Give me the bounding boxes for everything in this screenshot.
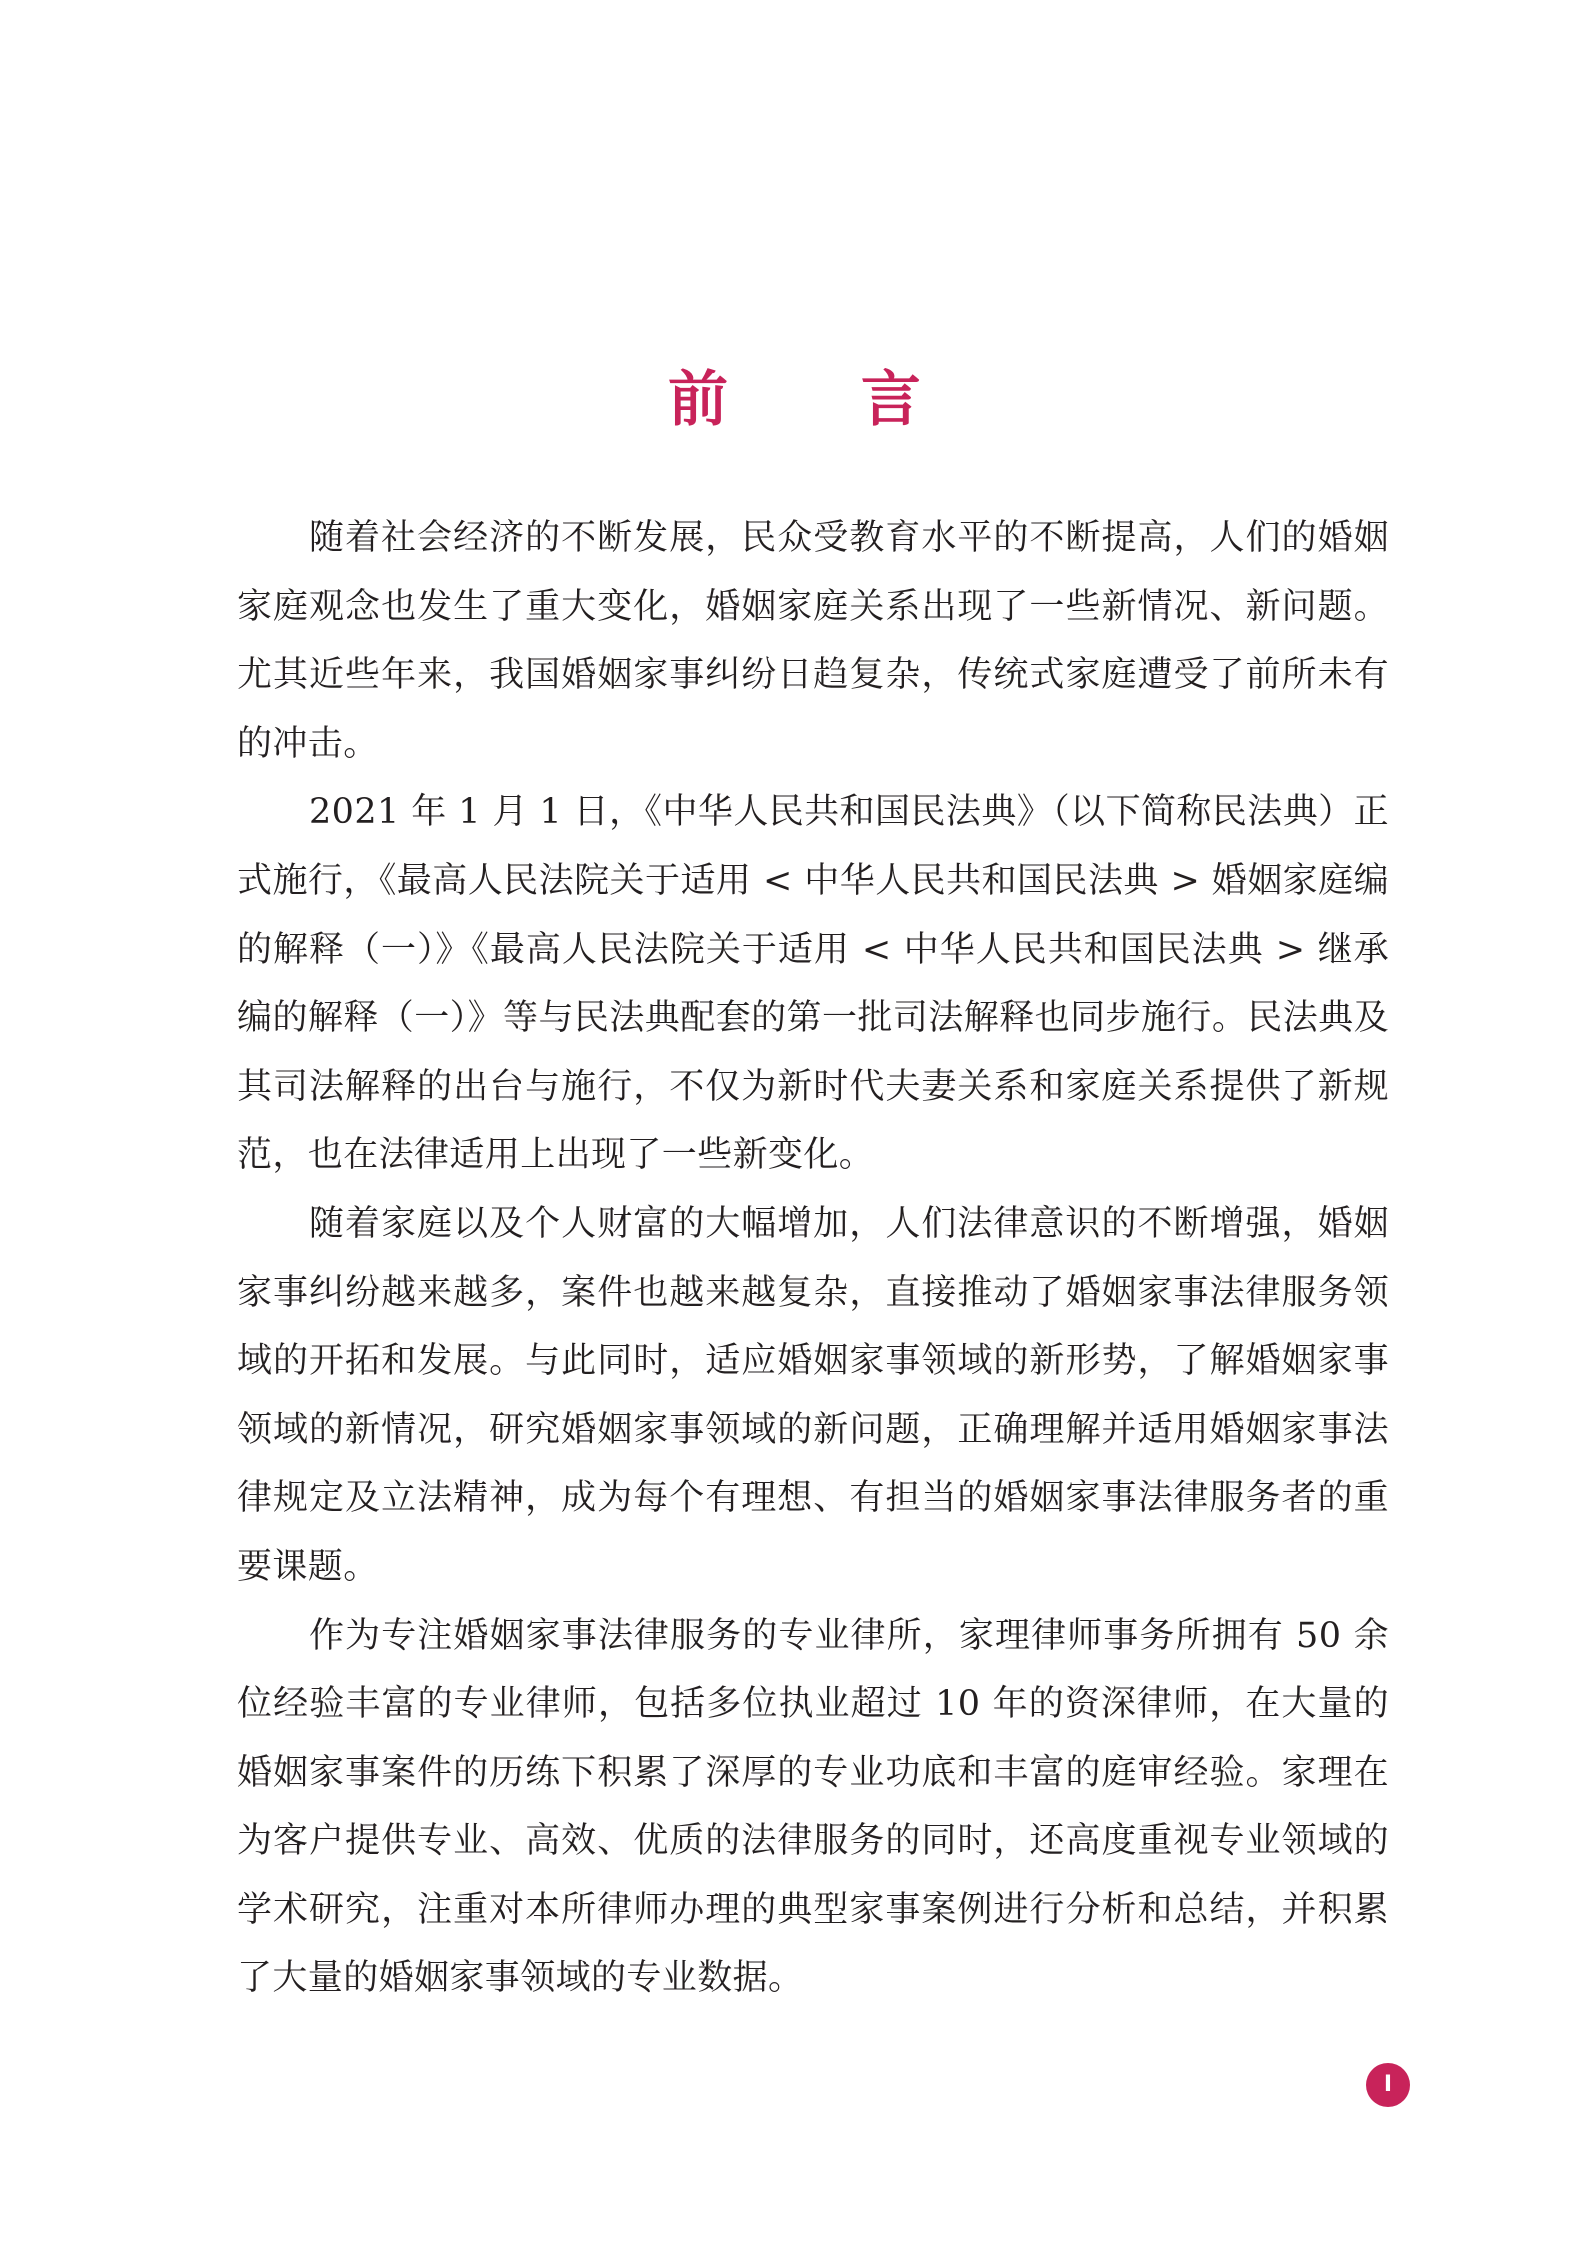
page-title: 前 言 [668,365,977,436]
paragraph-4: 作为专注婚姻家事法律服务的专业律所，家理律师事务所拥有 50 余位经验丰富的专业律师，包括多位执业超过 10 年的资深律师，在大量的婚姻家事案件的历练下积累了深厚的专业功底和丰富的庭审经验。家理在为客户提供专业、高效、优质的法律服务的同时，还高度重视专业领域的学术研究，注重对本所律师办理的典型家事案例进行分析和总结，并积累了大量的婚姻家事领域的专业数据。 [237,1615,1389,1999]
paragraph-3: 随着家庭以及个人财富的大幅增加，人们法律意识的不断增强，婚姻家事纠纷越来越多，案件也越来越复杂，直接推动了婚姻家事法律服务领域的开拓和发展。与此同时，适应婚姻家事领域的新形势，了解婚姻家事领域的新情况，研究婚姻家事领域的新问题，正确理解并适用婚姻家事法律规定及立法精神，成为每个有理想、有担当的婚姻家事法律服务者的重要课题。 [237,1203,1389,1587]
page-number-badge: I [1366,2063,1410,2107]
preface-body [237,504,1389,2013]
paragraph-1: 随着社会经济的不断发展，民众受教育水平的不断提高，人们的婚姻家庭观念也发生了重大变化，婚姻家庭关系出现了一些新情况、新问题。尤其近些年来，我国婚姻家事纠纷日趋复杂，传统式家庭遭受了前所未有的冲击。 [237,518,1389,764]
paragraph-2: 2021 年 1 月 1 日，《中华人民共和国民法典》（以下简称民法典）正式施行，《最高人民法院关于适用 < 中华人民共和国民法典 > 婚姻家庭编的解释（一）》《最高人民法院关于适用 < 中华人民共和国民法典 > 继承编的解释（一）》等与民法典配套的第一批司法解释也同步施行。民法典及其司法解释的出台与施行，不仅为新时代夫妻关系和家庭关系提供了新规范，也在法律适用上出现了一些新变化。 [237,792,1389,1176]
